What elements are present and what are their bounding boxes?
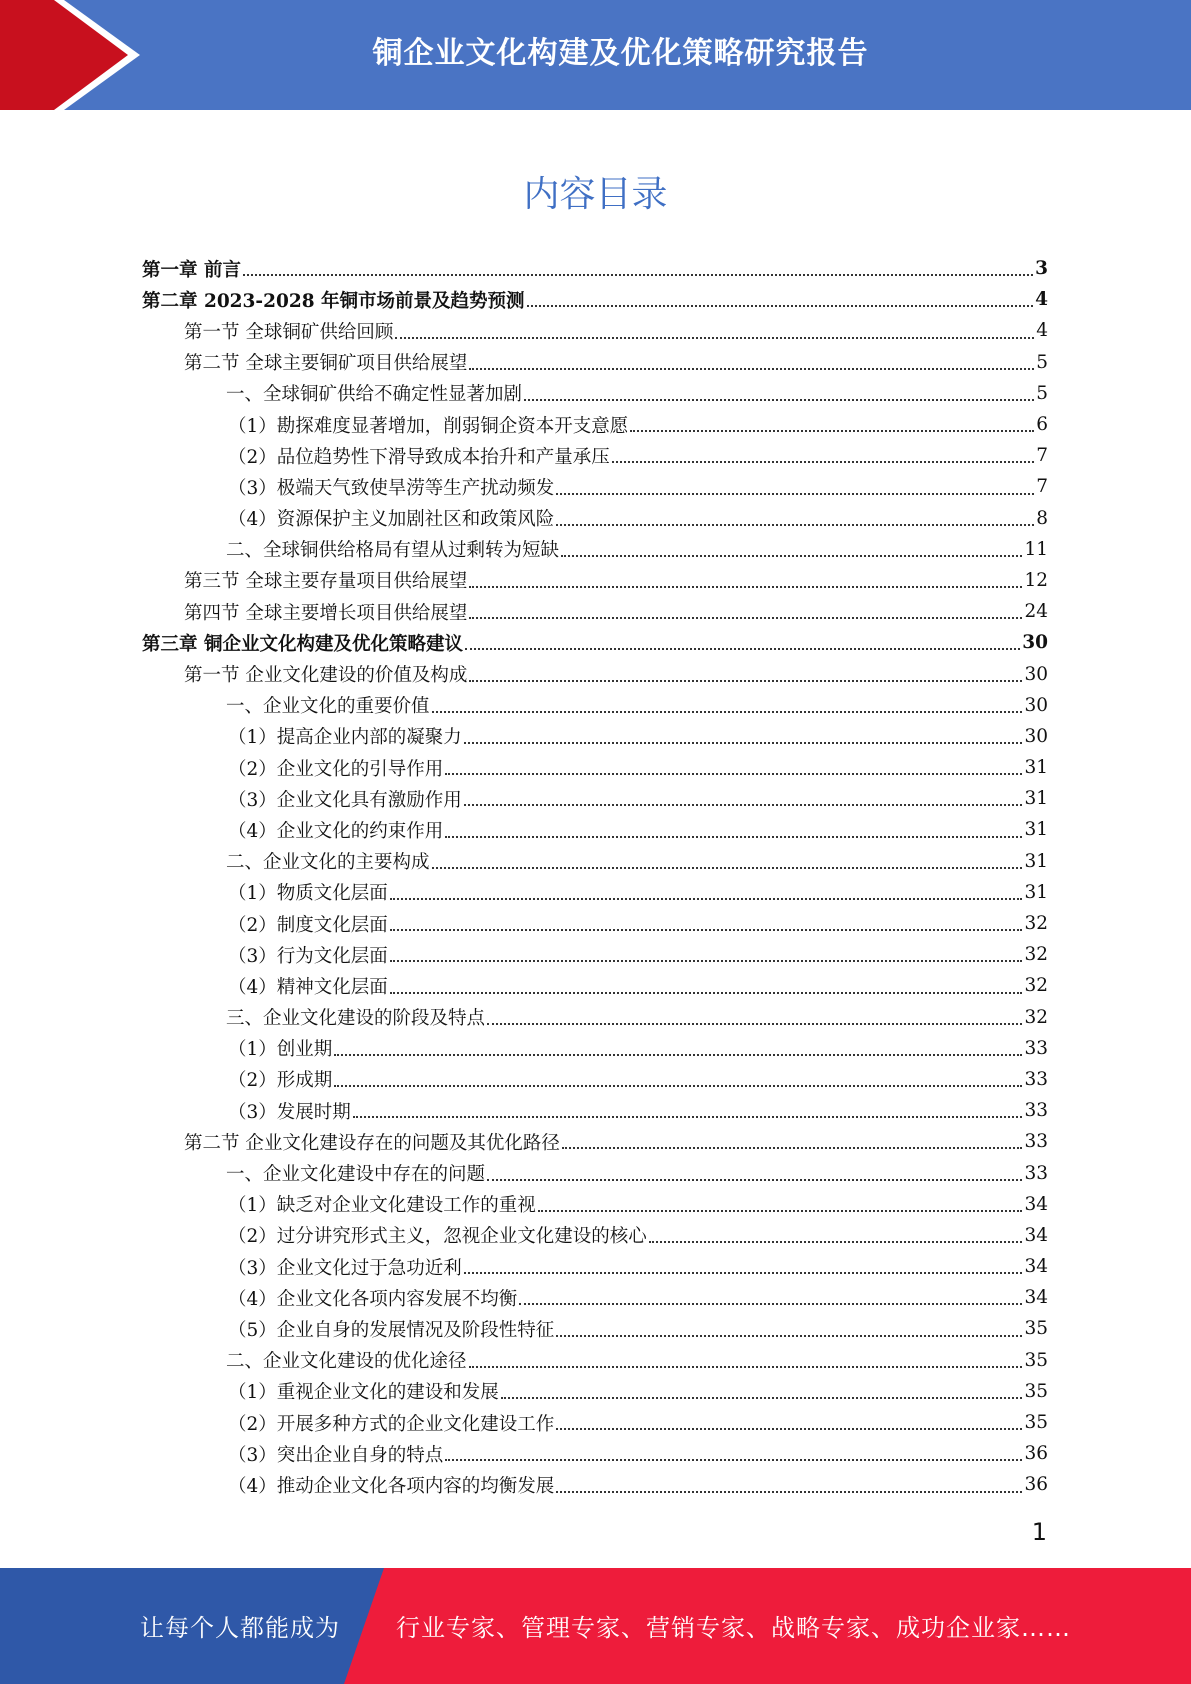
toc-entry-text: 第三节 全球主要存量项目供给展望 [184,571,468,593]
toc-entry-text: 二、全球铜供给格局有望从过剩转为短缺 [226,540,560,562]
toc-entry-page: 35 [1024,1380,1048,1402]
toc-entry-page: 31 [1024,788,1048,810]
toc-entry[interactable] [142,1189,1048,1220]
toc-entry-text: （4）企业文化各项内容发展不均衡 [228,1288,518,1310]
toc-entry-text: 第一章 前言 [142,259,241,281]
toc-leader-dots [519,1302,1022,1305]
toc-entry-text: （3）极端天气致使旱涝等生产扰动频发 [228,477,555,499]
toc-entry-text: （1）重视企业文化的建设和发展 [228,1382,499,1404]
toc-entry-page: 33 [1024,1037,1048,1059]
toc-leader-dots [524,398,1034,401]
toc-entry[interactable] [142,1469,1048,1500]
toc-entry-text: （2）开展多种方式的企业文化建设工作 [228,1413,555,1435]
toc-entry-page: 35 [1024,1412,1048,1434]
toc-entry[interactable] [142,814,1048,845]
toc-leader-dots [334,1053,1022,1056]
toc-entry-page: 34 [1024,1193,1048,1215]
toc-leader-dots [334,1084,1022,1087]
toc-entry-page: 6 [1036,414,1048,436]
toc-entry[interactable] [142,1095,1048,1126]
toc-leader-dots [432,866,1023,869]
toc-entry[interactable] [142,284,1048,315]
toc-entry-page: 34 [1024,1256,1048,1278]
toc-leader-dots [464,1271,1023,1274]
toc-leader-dots [445,1458,1022,1461]
page-number: 1 [1031,1518,1047,1546]
toc-entry[interactable] [142,503,1048,534]
toc-entry[interactable] [142,846,1048,877]
toc-entry-page: 30 [1024,694,1048,716]
toc-entry[interactable] [142,939,1048,970]
toc-heading: 内容目录 [523,174,668,215]
toc-leader-dots [612,460,1034,463]
toc-entry[interactable] [142,970,1048,1001]
toc-entry-page: 4 [1036,320,1048,342]
toc-entry[interactable] [142,409,1048,440]
table-of-contents [142,253,1048,1501]
toc-entry[interactable] [142,315,1048,346]
toc-entry-page: 33 [1024,1131,1048,1153]
toc-entry-text: 第二章 2023-2028 年铜市场前景及趋势预测 [142,290,525,312]
toc-entry-page: 11 [1024,538,1048,560]
toc-entry-page: 36 [1024,1443,1048,1465]
toc-entry-text: （4）企业文化的约束作用 [228,820,444,842]
toc-entry-page: 32 [1024,1006,1048,1028]
toc-leader-dots [561,554,1022,557]
toc-entry-text: （5）企业自身的发展情况及阶段性特征 [228,1319,555,1341]
toc-entry-text: （2）过分讲究形式主义，忽视企业文化建设的核心 [228,1226,647,1248]
toc-entry-text: （4）推动企业文化各项内容的均衡发展 [228,1475,555,1497]
toc-entry-page: 35 [1024,1318,1048,1340]
toc-leader-dots [538,1209,1023,1212]
toc-entry[interactable] [142,1438,1048,1469]
toc-leader-dots [445,835,1022,838]
toc-entry-page: 31 [1024,757,1048,779]
toc-entry[interactable] [142,378,1048,409]
toc-entry-page: 30 [1024,663,1048,685]
toc-entry-text: 第三章 铜企业文化构建及优化策略建议 [142,633,463,655]
toc-entry[interactable] [142,1126,1048,1157]
toc-entry[interactable] [142,347,1048,378]
toc-leader-dots [487,1022,1022,1025]
toc-entry-page: 31 [1024,881,1048,903]
header-banner [0,0,1191,110]
toc-leader-dots [469,585,1022,588]
toc-entry[interactable] [142,690,1048,721]
toc-leader-dots [649,1240,1023,1243]
toc-entry-page: 30 [1022,632,1048,654]
toc-entry-page: 32 [1024,975,1048,997]
toc-entry-text: （3）突出企业自身的特点 [228,1444,444,1466]
toc-entry-page: 32 [1024,913,1048,935]
toc-entry-text: （2）品位趋势性下滑导致成本抬升和产量承压 [228,446,610,468]
toc-entry[interactable] [142,253,1048,284]
toc-entry[interactable] [142,752,1048,783]
toc-entry-page: 3 [1035,258,1048,280]
toc-leader-dots [630,429,1034,432]
toc-entry-page: 32 [1024,944,1048,966]
toc-entry-page: 34 [1024,1224,1048,1246]
toc-entry[interactable] [142,783,1048,814]
toc-leader-dots [390,959,1023,962]
toc-entry-text: （1）缺乏对企业文化建设工作的重视 [228,1195,536,1217]
toc-entry-page: 24 [1024,601,1048,623]
toc-entry-page: 30 [1024,725,1048,747]
document-title: 铜企业文化构建及优化策略研究报告 [372,36,869,71]
toc-entry-text: （4）资源保护主义加剧社区和政策风险 [228,509,555,531]
toc-leader-dots [469,616,1022,619]
toc-entry[interactable] [142,1313,1048,1344]
toc-leader-dots [556,1427,1022,1430]
toc-entry-text: 第一节 全球铜矿供给回顾 [184,321,394,343]
toc-entry[interactable] [142,596,1048,627]
toc-entry[interactable] [142,658,1048,689]
toc-entry[interactable] [142,721,1048,752]
toc-leader-dots [501,1396,1023,1399]
toc-leader-dots [527,304,1034,307]
toc-entry-page: 34 [1024,1287,1048,1309]
footer-banner [0,1568,1191,1684]
toc-entry[interactable] [142,1157,1048,1188]
toc-entry[interactable] [142,877,1048,908]
toc-entry-text: 一、企业文化的重要价值 [226,696,430,718]
toc-leader-dots [469,1365,1023,1368]
toc-entry-text: （1）勘探难度显著增加，削弱铜企资本开支意愿 [228,415,629,437]
toc-leader-dots [469,679,1022,682]
toc-entry-page: 8 [1036,507,1048,529]
toc-entry-text: 第二节 全球主要铜矿项目供给展望 [184,353,468,375]
toc-leader-dots [464,741,1023,744]
toc-entry-page: 4 [1035,289,1048,311]
toc-entry-page: 35 [1024,1349,1048,1371]
toc-entry-text: （3）发展时期 [228,1101,351,1123]
toc-entry-page: 33 [1024,1162,1048,1184]
toc-entry-text: 一、全球铜矿供给不确定性显著加剧 [226,384,523,406]
toc-entry-page: 5 [1036,382,1048,404]
toc-entry-page: 12 [1024,569,1048,591]
toc-entry-page: 31 [1024,850,1048,872]
toc-leader-dots [390,991,1023,994]
toc-leader-dots [556,1334,1022,1337]
toc-entry-text: （2）制度文化层面 [228,914,388,936]
toc-leader-dots [556,1490,1022,1493]
toc-entry-page: 33 [1024,1100,1048,1122]
toc-entry[interactable] [142,440,1048,471]
toc-leader-dots [353,1115,1023,1118]
toc-entry[interactable] [142,1251,1048,1282]
toc-entry[interactable] [142,1064,1048,1095]
toc-entry[interactable] [142,1376,1048,1407]
toc-entry[interactable] [142,908,1048,939]
toc-entry-text: （3）企业文化过于急功近利 [228,1257,462,1279]
toc-entry[interactable] [142,1033,1048,1064]
toc-leader-dots [556,523,1034,526]
toc-leader-dots [390,928,1023,931]
toc-leader-dots [445,772,1022,775]
toc-entry-page: 7 [1036,445,1048,467]
toc-entry-text: 二、企业文化建设的优化途径 [226,1351,467,1373]
toc-entry-text: （2）形成期 [228,1070,333,1092]
toc-entry-text: 一、企业文化建设中存在的问题 [226,1164,486,1186]
toc-entry-text: （3）企业文化具有激励作用 [228,789,462,811]
toc-entry-page: 5 [1036,351,1048,373]
toc-entry-text: （1）物质文化层面 [228,883,388,905]
toc-entry-page: 7 [1036,476,1048,498]
toc-entry-text: （1）创业期 [228,1039,333,1061]
toc-leader-dots [487,1178,1022,1181]
toc-leader-dots [432,710,1023,713]
toc-entry[interactable] [142,1220,1048,1251]
toc-entry[interactable] [142,1345,1048,1376]
toc-entry[interactable] [142,534,1048,565]
toc-entry-text: （1）提高企业内部的凝聚力 [228,727,462,749]
toc-entry[interactable] [142,471,1048,502]
toc-entry-text: （2）企业文化的引导作用 [228,758,444,780]
toc-entry[interactable] [142,565,1048,596]
footer-slogan-right: 行业专家、管理专家、营销专家、战略专家、成功企业家…… [396,1614,1071,1642]
toc-entry-text: （3）行为文化层面 [228,945,388,967]
toc-entry-text: 第一节 企业文化建设的价值及构成 [184,665,468,687]
toc-leader-dots [395,336,1034,339]
toc-entry[interactable] [142,1282,1048,1313]
toc-entry[interactable] [142,1407,1048,1438]
toc-leader-dots [464,803,1023,806]
toc-entry-page: 33 [1024,1068,1048,1090]
toc-entry-text: 二、企业文化的主要构成 [226,852,430,874]
toc-leader-dots [465,647,1020,650]
toc-leader-dots [243,273,1033,276]
toc-entry-page: 36 [1024,1474,1048,1496]
toc-leader-dots [556,492,1034,495]
toc-entry-text: 第二节 企业文化建设存在的问题及其优化路径 [184,1132,560,1154]
toc-entry-page: 31 [1024,819,1048,841]
toc-entry-text: 第四节 全球主要增长项目供给展望 [184,602,468,624]
toc-leader-dots [469,367,1034,370]
toc-leader-dots [562,1146,1023,1149]
toc-entry[interactable] [142,1002,1048,1033]
footer-slogan-left: 让每个人都能成为 [140,1614,340,1642]
toc-leader-dots [390,897,1023,900]
toc-entry-text: 三、企业文化建设的阶段及特点 [226,1008,486,1030]
toc-entry-text: （4）精神文化层面 [228,976,388,998]
toc-entry[interactable] [142,627,1048,658]
